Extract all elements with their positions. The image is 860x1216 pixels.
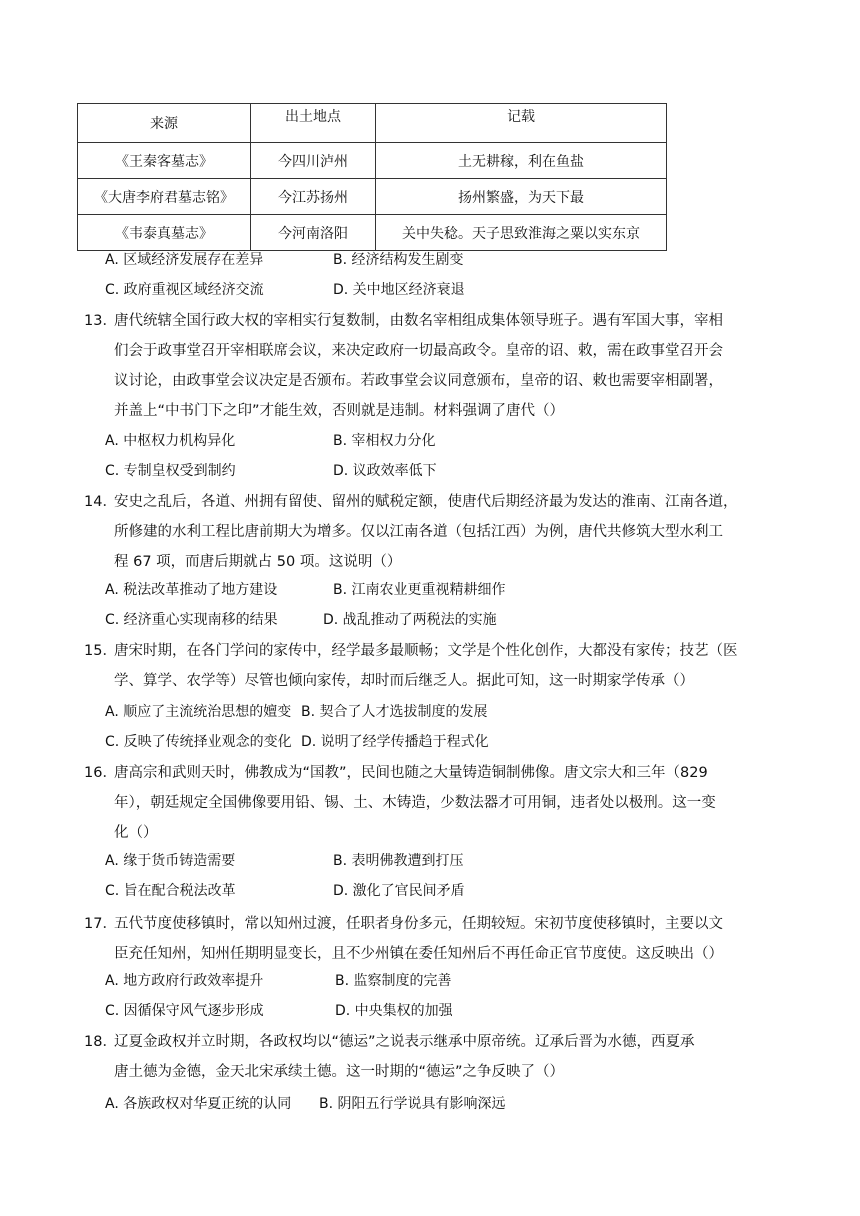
option-d[interactable]: D. 说明了经学传播趋于程式化: [301, 734, 489, 750]
question-line: [84, 758, 764, 788]
question-line: [84, 909, 764, 939]
q12-options-row-1: [105, 249, 805, 271]
question-text: 安史之乱后，各道、州拥有留使、留州的赋税定额，使唐代后期经济最为发达的淮南、江南各道，: [114, 494, 738, 510]
question-line: [84, 1027, 764, 1057]
question-line: [84, 487, 764, 517]
option-a[interactable]: A. 地方政府行政效率提升: [105, 973, 264, 989]
q15-options-row-2: [105, 731, 805, 753]
option-c[interactable]: C. 经济重心实现南移的结果: [105, 612, 278, 628]
table-cell: 今江苏扬州: [251, 179, 376, 215]
option-d[interactable]: D. 中央集权的加强: [335, 1003, 453, 1019]
table-cell: 土无耕稼，利在鱼盐: [376, 143, 667, 179]
option-a[interactable]: A. 税法改革推动了地方建设: [105, 582, 278, 598]
q16-options-row-2: [105, 880, 805, 902]
option-b[interactable]: B. 监察制度的完善: [335, 973, 452, 989]
question-line: 臣充任知州，知州任期明显变长，且不少州镇在委任知州后不再任命正官节度使。这反映出（）: [114, 946, 723, 962]
question-number: 13．: [84, 313, 117, 329]
question-number: 16．: [84, 765, 117, 781]
option-a[interactable]: A. 中枢权力机构异化: [105, 433, 236, 449]
question-line: 们会于政事堂召开宰相联席会议，来决定政府一切最高政令。皇帝的诏、敕，需在政事堂召开会: [114, 343, 723, 359]
q18-options-row-1: [105, 1093, 805, 1115]
option-d[interactable]: D. 关中地区经济衰退: [333, 282, 465, 298]
table-header-row: [78, 104, 667, 143]
question-line: 年），朝廷规定全国佛像要用铅、锡、土、木铸造，少数法器才可用铜，违者处以极刑。这一变: [114, 795, 716, 811]
option-b[interactable]: B. 阴阳五行学说具有影响深远: [319, 1096, 506, 1112]
question-line: [84, 306, 764, 336]
option-a[interactable]: A. 顺应了主流统治思想的嬗变: [105, 704, 292, 720]
question-text: 唐高宗和武则天时，佛教成为“国教”，民间也随之大量铸造铜制佛像。唐文宗大和三年（829: [114, 765, 708, 781]
question-number: 17．: [84, 916, 117, 932]
question-line: 程 67 项，而唐后期就占 50 项。这说明（）: [114, 554, 402, 570]
question-line: 化（）: [114, 825, 158, 841]
q13-options-row-2: [105, 460, 805, 482]
q14-options-row-1: [105, 579, 805, 601]
q17-options-row-2: [105, 1000, 805, 1022]
option-c[interactable]: C. 政府重视区域经济交流: [105, 282, 264, 298]
option-a[interactable]: A. 缘于货币铸造需要: [105, 853, 236, 869]
option-b[interactable]: B. 契合了人才选拔制度的发展: [301, 704, 488, 720]
option-c[interactable]: C. 专制皇权受到制约: [105, 463, 236, 479]
table-row: [78, 179, 667, 215]
table-cell: 扬州繁盛，为天下最: [376, 179, 667, 215]
question-13: [84, 306, 764, 426]
option-c[interactable]: C. 因循保守风气逐步形成: [105, 1003, 264, 1019]
option-a[interactable]: A. 区域经济发展存在差异: [105, 252, 264, 268]
option-b[interactable]: B. 表明佛教遭到打压: [333, 853, 464, 869]
table-cell: 《王秦客墓志》: [78, 143, 251, 179]
question-line: 唐土德为金德，金天北宋承续土德。这一时期的“德运”之争反映了（）: [114, 1064, 565, 1080]
option-a[interactable]: A. 各族政权对华夏正统的认同: [105, 1096, 292, 1112]
question-17: [84, 909, 764, 969]
option-c[interactable]: C. 旨在配合税法改革: [105, 883, 236, 899]
question-number: 18．: [84, 1034, 117, 1050]
question-line: [84, 636, 764, 666]
table-cell: 《大唐李府君墓志铭》: [78, 179, 251, 215]
question-line: 学、算学、农学等）尽管也倾向家传，却时而后继乏人。据此可知，这一时期家学传承（）: [114, 673, 694, 689]
option-b[interactable]: B. 经济结构发生剧变: [333, 252, 464, 268]
q16-options-row-1: [105, 850, 805, 872]
question-line: 议讨论，由政事堂会议决定是否颁布。若政事堂会议同意颁布，皇帝的诏、敕也需要宰相副署，: [114, 373, 723, 389]
table-cell: 关中失稔。天子思致淮海之粟以实东京: [376, 215, 667, 251]
table-header-cell: 出土地点: [251, 104, 376, 143]
question-16: [84, 758, 764, 848]
question-14: [84, 487, 764, 577]
q17-options-row-1: [105, 970, 805, 992]
table-cell: 今四川泸州: [251, 143, 376, 179]
question-number: 14．: [84, 494, 117, 510]
table-cell: 今河南洛阳: [251, 215, 376, 251]
table-row: [78, 215, 667, 251]
table-header-cell: 来源: [78, 104, 251, 143]
source-table: [77, 103, 667, 251]
table-cell: 《韦泰真墓志》: [78, 215, 251, 251]
question-text: 唐代统辖全国行政大权的宰相实行复数制，由数名宰相组成集体领导班子。遇有军国大事，宰相: [114, 313, 723, 329]
option-c[interactable]: C. 反映了传统择业观念的变化: [105, 734, 292, 750]
option-d[interactable]: D. 战乱推动了两税法的实施: [323, 612, 497, 628]
question-text: 辽夏金政权并立时期，各政权均以“德运”之说表示继承中原帝统。辽承后晋为水德，西夏承: [114, 1034, 695, 1050]
question-line: 并盖上“中书门下之印”才能生效，否则就是违制。材料强调了唐代（）: [114, 403, 565, 419]
question-text: 五代节度使移镇时，常以知州过渡，任职者身份多元，任期较短。宋初节度使移镇时，主要以文: [114, 916, 723, 932]
question-text: 唐宋时期，在各门学问的家传中，经学最多最顺畅；文学是个性化创作，大都没有家传；技艺（医: [114, 643, 738, 659]
q12-options-row-2: [105, 279, 805, 301]
question-18: [84, 1027, 764, 1087]
question-line: 所修建的水利工程比唐前期大为增多。仅以江南各道（包括江西）为例，唐代共修筑大型水利工: [114, 524, 723, 540]
option-b[interactable]: B. 江南农业更重视精耕细作: [333, 582, 506, 598]
option-d[interactable]: D. 激化了官民间矛盾: [333, 883, 465, 899]
question-15: [84, 636, 764, 696]
question-number: 15．: [84, 643, 117, 659]
q13-options-row-1: [105, 430, 805, 452]
option-b[interactable]: B. 宰相权力分化: [333, 433, 436, 449]
q14-options-row-2: [105, 609, 805, 631]
q15-options-row-1: [105, 701, 805, 723]
option-d[interactable]: D. 议政效率低下: [333, 463, 437, 479]
table-row: [78, 143, 667, 179]
table-header-cell: 记载: [376, 104, 667, 143]
